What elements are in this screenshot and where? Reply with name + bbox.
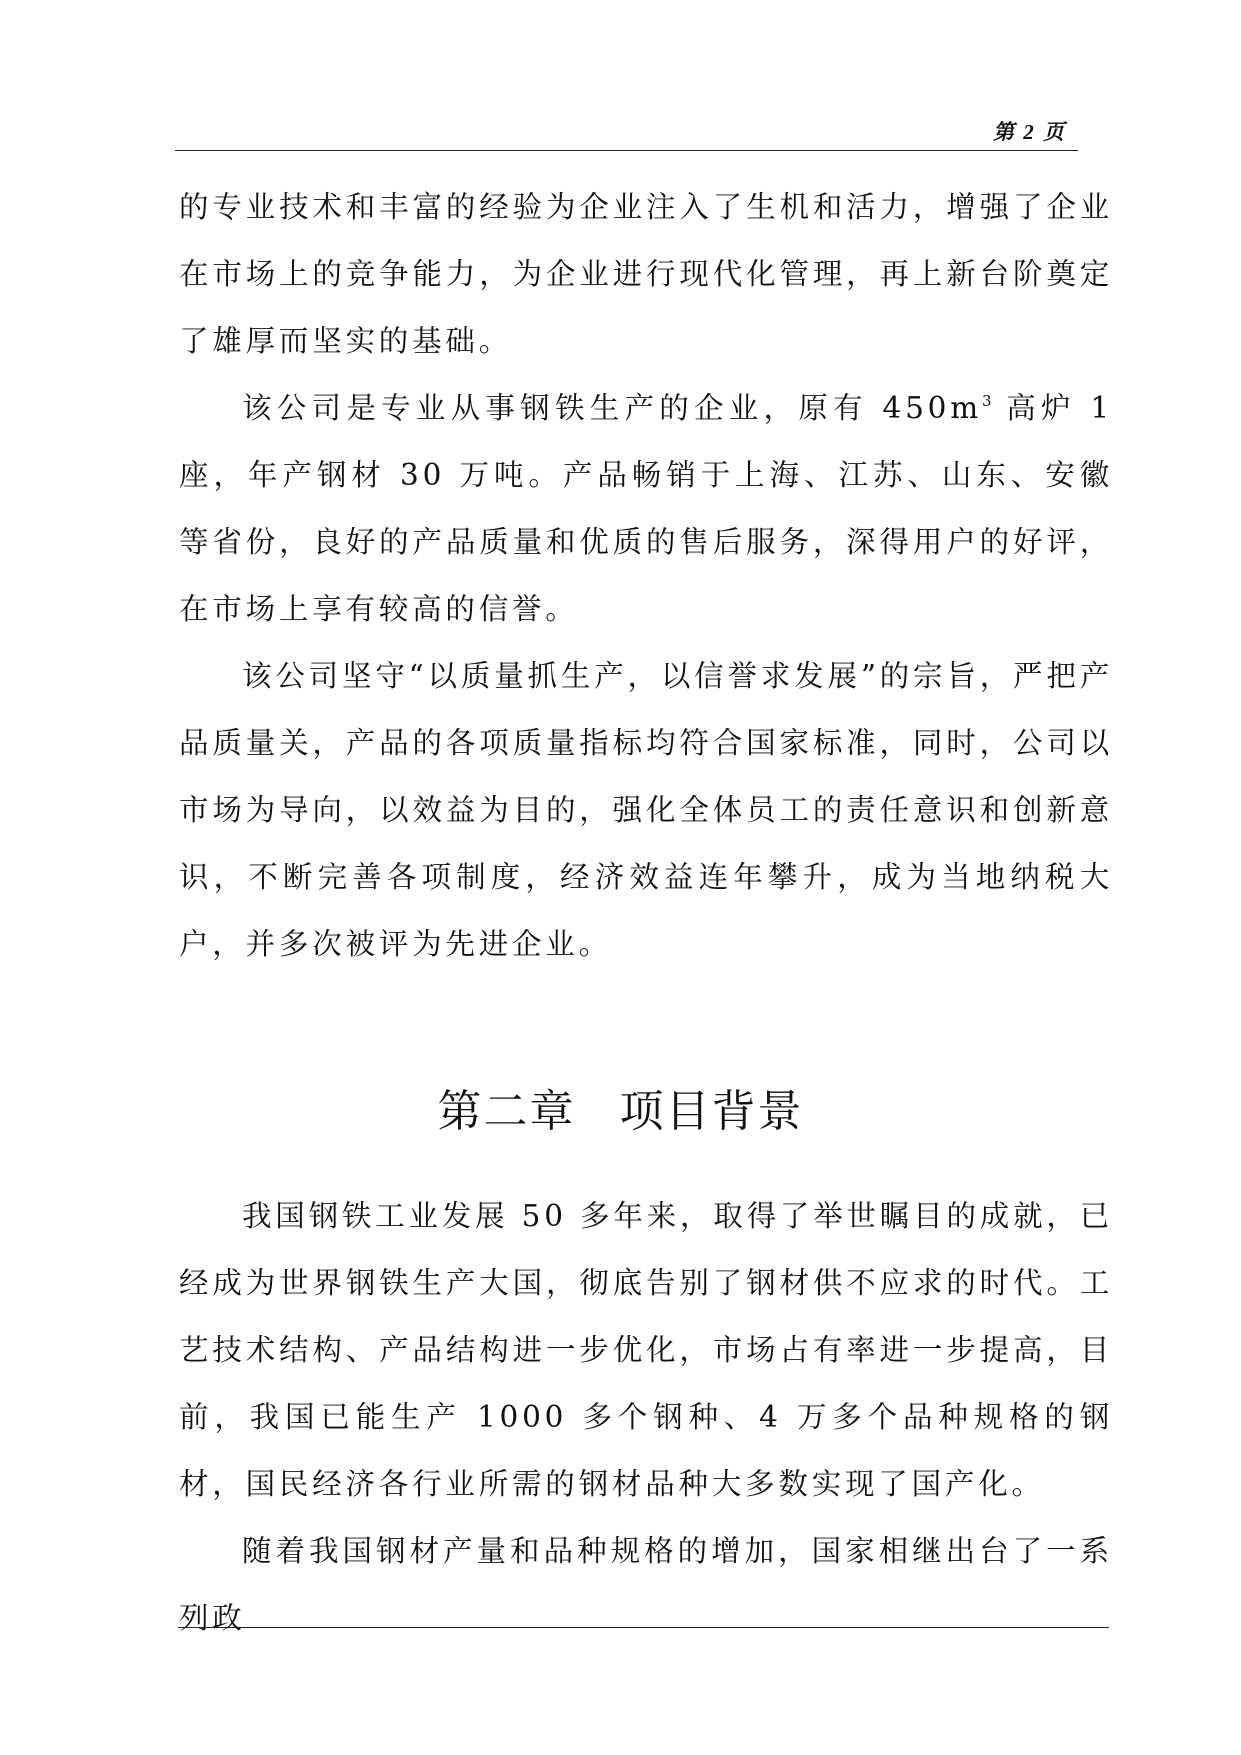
chapter-title: [0, 1082, 1241, 1142]
header-rule: [175, 150, 1078, 151]
chapter-name: 项目背景: [619, 1086, 804, 1137]
body-section-company: [179, 174, 1113, 978]
page-number: 第 2 页: [993, 120, 1066, 144]
paragraph-company-principle: 该公司坚守“以质量抓生产，以信誉求发展”的宗旨，严把产品质量关，产品的各项质量指标均符合国家标准，同时，公司以市场为导向，以效益为目的，强化全体员工的责任意识和创新意识，不断完善各项制度，经济效益连年攀升，成为当地纳税大户，并多次被评为先进企业。: [179, 659, 1113, 961]
paragraph-policy: 随着我国钢材产量和品种规格的增加，国家相继出台了一系列政: [179, 1534, 1113, 1635]
body-section-background: [179, 1183, 1113, 1652]
footer-rule: [178, 1627, 1109, 1628]
paragraph-company-production: [179, 375, 1113, 643]
text-segment: 高炉 1 座，年产钢材 30 万吨。产品畅销于上海、江苏、山东、安徽等省份，良好的产品质量和优质的售后服务，深得用户的好评，在市场上享有较高的信誉。: [179, 391, 1113, 626]
chapter-number: 第二章: [437, 1086, 576, 1137]
paragraph-intro-continued: 的专业技术和丰富的经验为企业注入了生机和活力，增强了企业在市场上的竞争能力，为企业进行现代化管理，再上新台阶奠定了雄厚而坚实的基础。: [179, 190, 1113, 358]
paragraph-industry-development: 我国钢铁工业发展 50 多年来，取得了举世瞩目的成就，已经成为世界钢铁生产大国，彻底告别了钢材供不应求的时代。工艺技术结构、产品结构进一步优化，市场占有率进一步提高，目前，我国已能生产 1000 多个钢种、4 万多个品种规格的钢材，国民经济各行业所需的钢材品种大多数实现了国产化。: [179, 1199, 1113, 1501]
text-segment: 该公司是专业从事钢铁生产的企业，原有 450m: [242, 391, 983, 425]
superscript-cubic: 3: [982, 392, 992, 410]
